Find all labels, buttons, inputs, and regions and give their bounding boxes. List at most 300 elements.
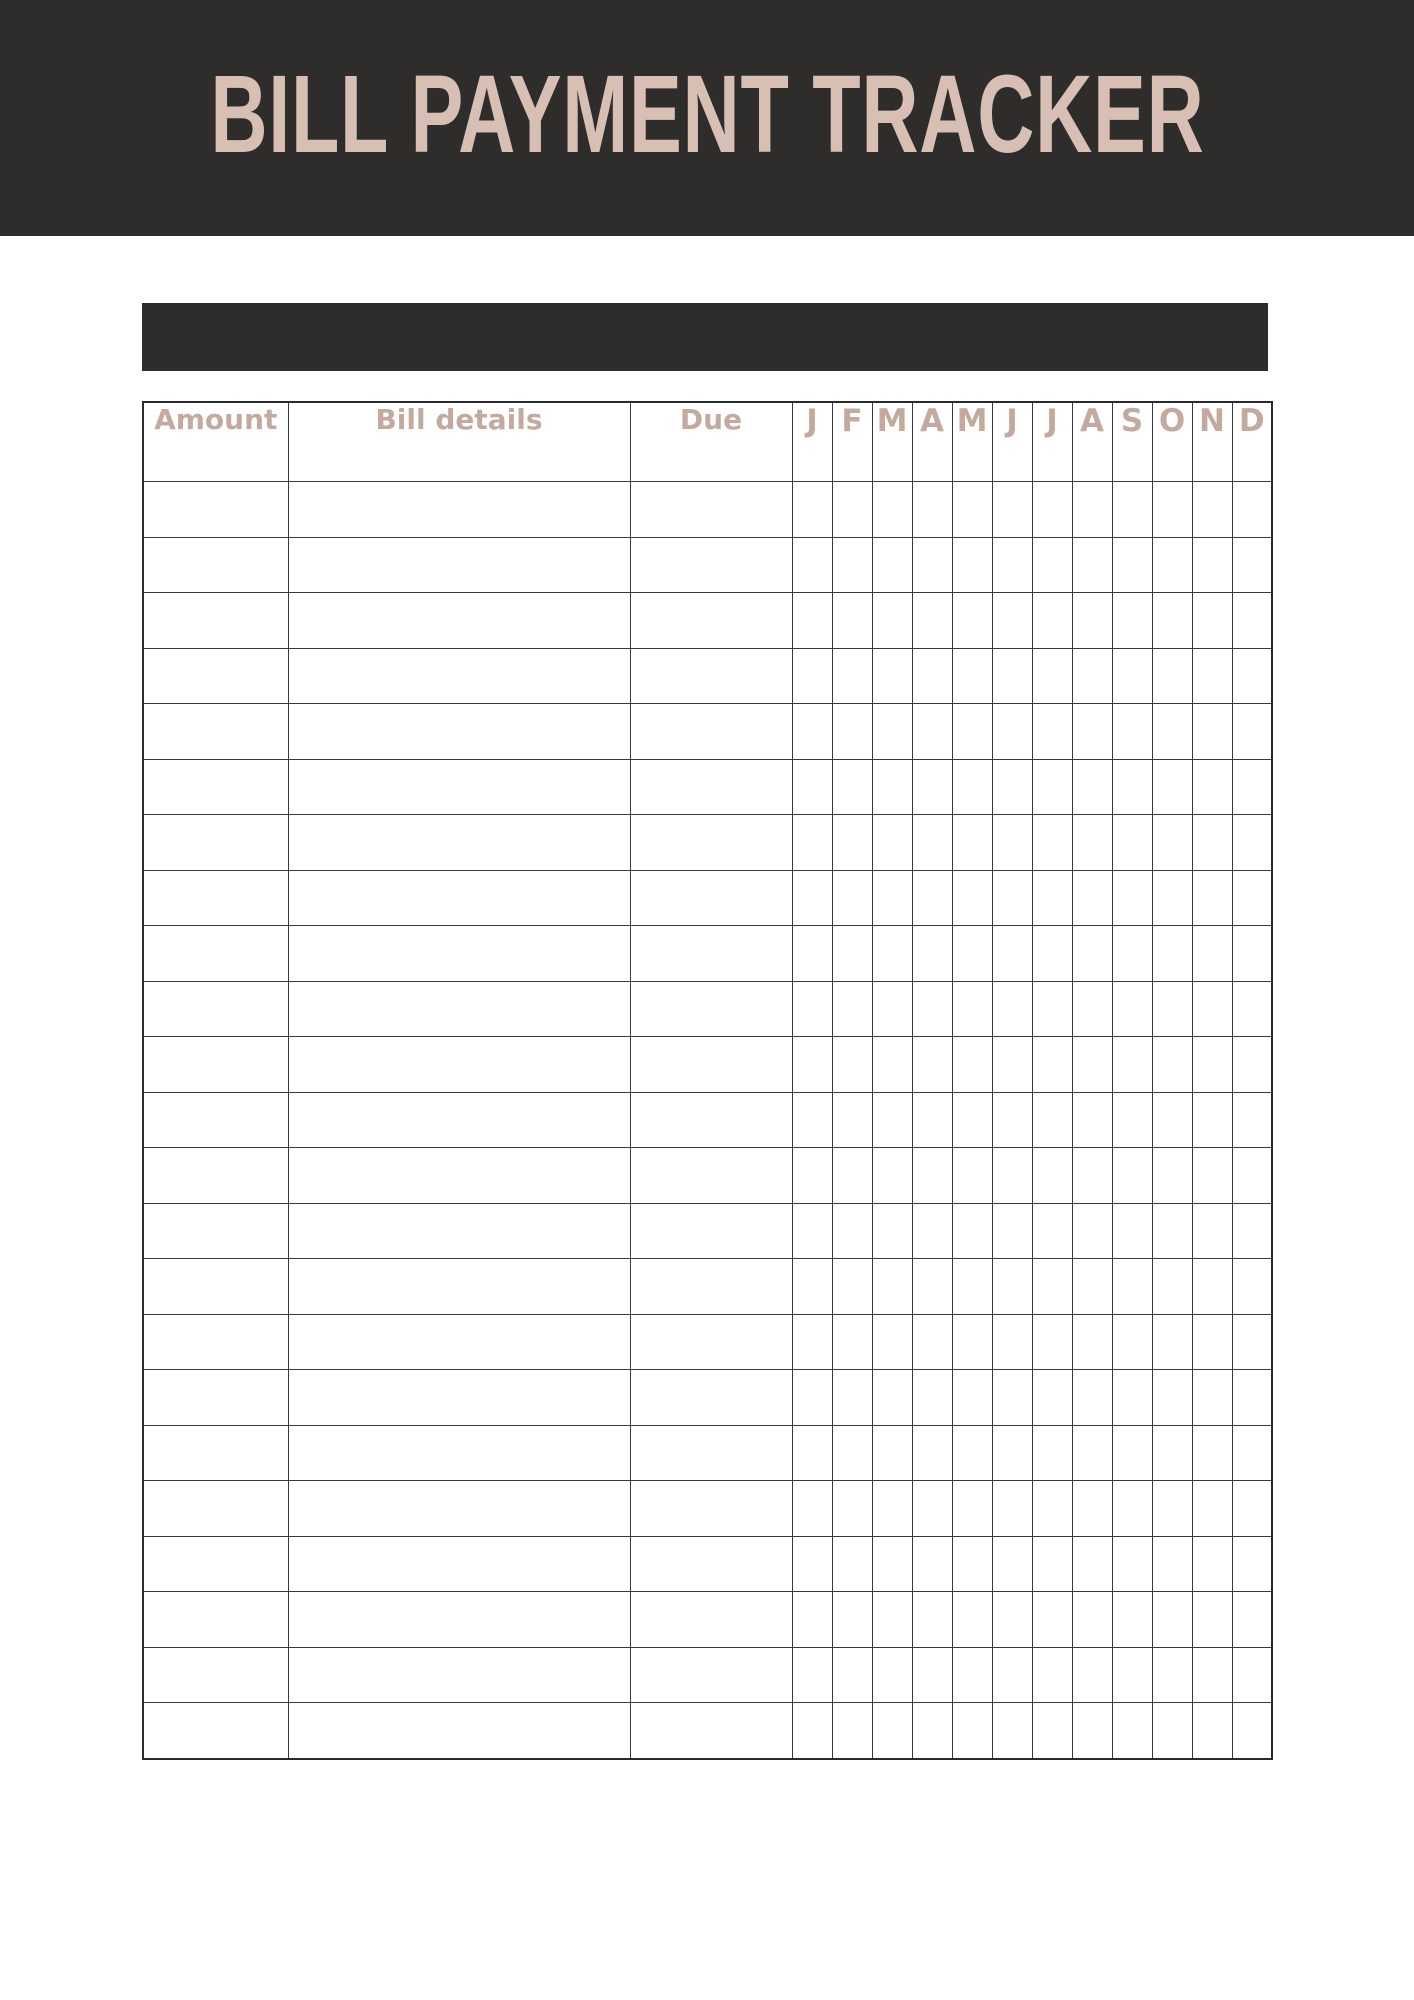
month-checkbox-oct[interactable] xyxy=(1152,1592,1192,1648)
month-checkbox-jun[interactable] xyxy=(992,1703,1032,1759)
month-checkbox-mar[interactable] xyxy=(872,981,912,1037)
amount-cell[interactable] xyxy=(143,1592,288,1648)
month-checkbox-nov[interactable] xyxy=(1192,1259,1232,1315)
month-checkbox-jan[interactable] xyxy=(792,1425,832,1481)
month-checkbox-nov[interactable] xyxy=(1192,1592,1232,1648)
month-checkbox-oct[interactable] xyxy=(1152,1314,1192,1370)
due-cell[interactable] xyxy=(630,537,792,593)
month-checkbox-aug[interactable] xyxy=(1072,1092,1112,1148)
month-checkbox-jun[interactable] xyxy=(992,926,1032,982)
month-checkbox-feb[interactable] xyxy=(832,1703,872,1759)
month-checkbox-mar[interactable] xyxy=(872,759,912,815)
month-checkbox-feb[interactable] xyxy=(832,537,872,593)
month-checkbox-aug[interactable] xyxy=(1072,1037,1112,1093)
month-checkbox-oct[interactable] xyxy=(1152,926,1192,982)
month-checkbox-sep[interactable] xyxy=(1112,1536,1152,1592)
month-checkbox-nov[interactable] xyxy=(1192,815,1232,871)
due-cell[interactable] xyxy=(630,1425,792,1481)
month-checkbox-jan[interactable] xyxy=(792,1370,832,1426)
month-checkbox-dec[interactable] xyxy=(1232,482,1272,538)
month-checkbox-jan[interactable] xyxy=(792,1647,832,1703)
month-checkbox-jun[interactable] xyxy=(992,1425,1032,1481)
month-checkbox-oct[interactable] xyxy=(1152,1370,1192,1426)
month-checkbox-feb[interactable] xyxy=(832,1481,872,1537)
month-checkbox-dec[interactable] xyxy=(1232,981,1272,1037)
month-checkbox-feb[interactable] xyxy=(832,815,872,871)
month-checkbox-jan[interactable] xyxy=(792,1037,832,1093)
month-checkbox-nov[interactable] xyxy=(1192,1148,1232,1204)
month-checkbox-jun[interactable] xyxy=(992,870,1032,926)
bill-details-cell[interactable] xyxy=(288,815,630,871)
month-checkbox-sep[interactable] xyxy=(1112,1481,1152,1537)
month-checkbox-sep[interactable] xyxy=(1112,981,1152,1037)
month-checkbox-feb[interactable] xyxy=(832,1536,872,1592)
month-checkbox-feb[interactable] xyxy=(832,482,872,538)
month-checkbox-sep[interactable] xyxy=(1112,537,1152,593)
month-checkbox-may[interactable] xyxy=(952,1425,992,1481)
amount-cell[interactable] xyxy=(143,759,288,815)
month-checkbox-jul[interactable] xyxy=(1032,981,1072,1037)
month-checkbox-apr[interactable] xyxy=(912,704,952,760)
month-checkbox-jan[interactable] xyxy=(792,926,832,982)
month-checkbox-oct[interactable] xyxy=(1152,1425,1192,1481)
month-checkbox-mar[interactable] xyxy=(872,1148,912,1204)
month-checkbox-jan[interactable] xyxy=(792,1203,832,1259)
month-checkbox-apr[interactable] xyxy=(912,593,952,649)
amount-cell[interactable] xyxy=(143,648,288,704)
due-cell[interactable] xyxy=(630,648,792,704)
month-checkbox-may[interactable] xyxy=(952,1647,992,1703)
month-checkbox-dec[interactable] xyxy=(1232,537,1272,593)
month-checkbox-dec[interactable] xyxy=(1232,593,1272,649)
month-checkbox-oct[interactable] xyxy=(1152,981,1192,1037)
month-checkbox-jan[interactable] xyxy=(792,593,832,649)
month-checkbox-aug[interactable] xyxy=(1072,759,1112,815)
due-cell[interactable] xyxy=(630,1703,792,1759)
amount-cell[interactable] xyxy=(143,1647,288,1703)
month-checkbox-feb[interactable] xyxy=(832,1370,872,1426)
due-cell[interactable] xyxy=(630,1203,792,1259)
due-cell[interactable] xyxy=(630,1259,792,1315)
due-cell[interactable] xyxy=(630,926,792,982)
month-checkbox-oct[interactable] xyxy=(1152,593,1192,649)
month-checkbox-sep[interactable] xyxy=(1112,870,1152,926)
bill-details-cell[interactable] xyxy=(288,593,630,649)
bill-details-cell[interactable] xyxy=(288,1148,630,1204)
month-checkbox-nov[interactable] xyxy=(1192,1481,1232,1537)
month-checkbox-jul[interactable] xyxy=(1032,815,1072,871)
month-checkbox-aug[interactable] xyxy=(1072,1647,1112,1703)
bill-details-cell[interactable] xyxy=(288,1647,630,1703)
amount-cell[interactable] xyxy=(143,926,288,982)
month-checkbox-apr[interactable] xyxy=(912,1647,952,1703)
month-checkbox-jan[interactable] xyxy=(792,482,832,538)
month-checkbox-mar[interactable] xyxy=(872,1481,912,1537)
amount-cell[interactable] xyxy=(143,1259,288,1315)
month-checkbox-sep[interactable] xyxy=(1112,1148,1152,1204)
bill-details-cell[interactable] xyxy=(288,1703,630,1759)
month-checkbox-jul[interactable] xyxy=(1032,1037,1072,1093)
month-checkbox-sep[interactable] xyxy=(1112,482,1152,538)
month-checkbox-jul[interactable] xyxy=(1032,1370,1072,1426)
month-checkbox-apr[interactable] xyxy=(912,482,952,538)
month-checkbox-sep[interactable] xyxy=(1112,1703,1152,1759)
month-checkbox-nov[interactable] xyxy=(1192,1703,1232,1759)
month-checkbox-sep[interactable] xyxy=(1112,704,1152,760)
amount-cell[interactable] xyxy=(143,1314,288,1370)
due-cell[interactable] xyxy=(630,482,792,538)
month-checkbox-dec[interactable] xyxy=(1232,1370,1272,1426)
month-checkbox-feb[interactable] xyxy=(832,1259,872,1315)
month-checkbox-aug[interactable] xyxy=(1072,1536,1112,1592)
month-checkbox-nov[interactable] xyxy=(1192,648,1232,704)
month-checkbox-aug[interactable] xyxy=(1072,1148,1112,1204)
month-checkbox-oct[interactable] xyxy=(1152,1203,1192,1259)
month-checkbox-sep[interactable] xyxy=(1112,815,1152,871)
month-checkbox-feb[interactable] xyxy=(832,759,872,815)
bill-details-cell[interactable] xyxy=(288,1259,630,1315)
month-checkbox-nov[interactable] xyxy=(1192,593,1232,649)
month-checkbox-jun[interactable] xyxy=(992,981,1032,1037)
month-checkbox-nov[interactable] xyxy=(1192,704,1232,760)
month-checkbox-jul[interactable] xyxy=(1032,1536,1072,1592)
month-checkbox-jun[interactable] xyxy=(992,1481,1032,1537)
amount-cell[interactable] xyxy=(143,1092,288,1148)
bill-details-cell[interactable] xyxy=(288,981,630,1037)
due-cell[interactable] xyxy=(630,1536,792,1592)
month-checkbox-may[interactable] xyxy=(952,759,992,815)
month-checkbox-dec[interactable] xyxy=(1232,648,1272,704)
month-checkbox-oct[interactable] xyxy=(1152,1092,1192,1148)
month-checkbox-may[interactable] xyxy=(952,1092,992,1148)
month-checkbox-feb[interactable] xyxy=(832,870,872,926)
month-checkbox-aug[interactable] xyxy=(1072,926,1112,982)
month-checkbox-jan[interactable] xyxy=(792,981,832,1037)
month-checkbox-jun[interactable] xyxy=(992,1370,1032,1426)
month-checkbox-mar[interactable] xyxy=(872,1703,912,1759)
month-checkbox-nov[interactable] xyxy=(1192,981,1232,1037)
month-checkbox-sep[interactable] xyxy=(1112,1647,1152,1703)
due-cell[interactable] xyxy=(630,1148,792,1204)
month-checkbox-dec[interactable] xyxy=(1232,1536,1272,1592)
month-checkbox-dec[interactable] xyxy=(1232,1148,1272,1204)
month-checkbox-feb[interactable] xyxy=(832,1037,872,1093)
month-checkbox-feb[interactable] xyxy=(832,1148,872,1204)
month-checkbox-may[interactable] xyxy=(952,815,992,871)
month-checkbox-mar[interactable] xyxy=(872,1592,912,1648)
month-checkbox-dec[interactable] xyxy=(1232,1259,1272,1315)
month-checkbox-jul[interactable] xyxy=(1032,1092,1072,1148)
month-checkbox-jul[interactable] xyxy=(1032,759,1072,815)
month-checkbox-aug[interactable] xyxy=(1072,870,1112,926)
due-cell[interactable] xyxy=(630,1647,792,1703)
due-cell[interactable] xyxy=(630,1314,792,1370)
month-checkbox-jun[interactable] xyxy=(992,1314,1032,1370)
month-checkbox-apr[interactable] xyxy=(912,537,952,593)
month-checkbox-jul[interactable] xyxy=(1032,482,1072,538)
bill-details-cell[interactable] xyxy=(288,1425,630,1481)
month-checkbox-dec[interactable] xyxy=(1232,1314,1272,1370)
amount-cell[interactable] xyxy=(143,870,288,926)
month-checkbox-may[interactable] xyxy=(952,870,992,926)
month-checkbox-jan[interactable] xyxy=(792,648,832,704)
month-checkbox-apr[interactable] xyxy=(912,815,952,871)
month-checkbox-jan[interactable] xyxy=(792,1703,832,1759)
bill-details-cell[interactable] xyxy=(288,1092,630,1148)
month-checkbox-apr[interactable] xyxy=(912,648,952,704)
month-checkbox-sep[interactable] xyxy=(1112,1259,1152,1315)
month-checkbox-jul[interactable] xyxy=(1032,1592,1072,1648)
due-cell[interactable] xyxy=(630,1037,792,1093)
month-checkbox-aug[interactable] xyxy=(1072,1481,1112,1537)
month-checkbox-aug[interactable] xyxy=(1072,1703,1112,1759)
month-checkbox-oct[interactable] xyxy=(1152,537,1192,593)
due-cell[interactable] xyxy=(630,1592,792,1648)
month-checkbox-dec[interactable] xyxy=(1232,815,1272,871)
month-checkbox-oct[interactable] xyxy=(1152,1647,1192,1703)
month-checkbox-nov[interactable] xyxy=(1192,1647,1232,1703)
due-cell[interactable] xyxy=(630,981,792,1037)
month-checkbox-dec[interactable] xyxy=(1232,926,1272,982)
month-checkbox-jan[interactable] xyxy=(792,1148,832,1204)
month-checkbox-jun[interactable] xyxy=(992,648,1032,704)
amount-cell[interactable] xyxy=(143,1536,288,1592)
amount-cell[interactable] xyxy=(143,1703,288,1759)
month-checkbox-nov[interactable] xyxy=(1192,759,1232,815)
month-checkbox-mar[interactable] xyxy=(872,1037,912,1093)
month-checkbox-apr[interactable] xyxy=(912,1203,952,1259)
month-checkbox-mar[interactable] xyxy=(872,648,912,704)
month-checkbox-dec[interactable] xyxy=(1232,1592,1272,1648)
month-checkbox-jun[interactable] xyxy=(992,759,1032,815)
month-checkbox-feb[interactable] xyxy=(832,593,872,649)
month-checkbox-oct[interactable] xyxy=(1152,1536,1192,1592)
month-checkbox-may[interactable] xyxy=(952,1203,992,1259)
month-checkbox-sep[interactable] xyxy=(1112,648,1152,704)
month-checkbox-jan[interactable] xyxy=(792,1536,832,1592)
month-checkbox-jul[interactable] xyxy=(1032,926,1072,982)
month-checkbox-feb[interactable] xyxy=(832,1647,872,1703)
month-checkbox-feb[interactable] xyxy=(832,704,872,760)
month-checkbox-may[interactable] xyxy=(952,981,992,1037)
month-checkbox-jul[interactable] xyxy=(1032,1314,1072,1370)
month-checkbox-sep[interactable] xyxy=(1112,759,1152,815)
month-checkbox-jul[interactable] xyxy=(1032,1203,1072,1259)
month-checkbox-jun[interactable] xyxy=(992,1092,1032,1148)
month-checkbox-may[interactable] xyxy=(952,926,992,982)
month-checkbox-nov[interactable] xyxy=(1192,1314,1232,1370)
month-checkbox-apr[interactable] xyxy=(912,759,952,815)
month-checkbox-jun[interactable] xyxy=(992,482,1032,538)
month-checkbox-dec[interactable] xyxy=(1232,1481,1272,1537)
amount-cell[interactable] xyxy=(143,1037,288,1093)
month-checkbox-feb[interactable] xyxy=(832,1425,872,1481)
month-checkbox-oct[interactable] xyxy=(1152,648,1192,704)
month-checkbox-mar[interactable] xyxy=(872,1092,912,1148)
bill-details-cell[interactable] xyxy=(288,1314,630,1370)
month-checkbox-oct[interactable] xyxy=(1152,704,1192,760)
month-checkbox-mar[interactable] xyxy=(872,815,912,871)
month-checkbox-sep[interactable] xyxy=(1112,1592,1152,1648)
month-checkbox-jul[interactable] xyxy=(1032,1259,1072,1315)
month-checkbox-aug[interactable] xyxy=(1072,593,1112,649)
month-checkbox-apr[interactable] xyxy=(912,1259,952,1315)
month-checkbox-sep[interactable] xyxy=(1112,926,1152,982)
month-checkbox-aug[interactable] xyxy=(1072,1203,1112,1259)
month-checkbox-may[interactable] xyxy=(952,1259,992,1315)
month-checkbox-mar[interactable] xyxy=(872,870,912,926)
month-checkbox-sep[interactable] xyxy=(1112,1425,1152,1481)
month-checkbox-jan[interactable] xyxy=(792,537,832,593)
month-checkbox-may[interactable] xyxy=(952,1370,992,1426)
month-checkbox-mar[interactable] xyxy=(872,1203,912,1259)
month-checkbox-nov[interactable] xyxy=(1192,1203,1232,1259)
month-checkbox-dec[interactable] xyxy=(1232,1703,1272,1759)
month-checkbox-jun[interactable] xyxy=(992,593,1032,649)
month-checkbox-apr[interactable] xyxy=(912,1703,952,1759)
month-checkbox-oct[interactable] xyxy=(1152,870,1192,926)
month-checkbox-aug[interactable] xyxy=(1072,1425,1112,1481)
month-checkbox-aug[interactable] xyxy=(1072,648,1112,704)
month-checkbox-oct[interactable] xyxy=(1152,1148,1192,1204)
due-cell[interactable] xyxy=(630,1481,792,1537)
month-checkbox-dec[interactable] xyxy=(1232,1092,1272,1148)
month-checkbox-jun[interactable] xyxy=(992,537,1032,593)
month-checkbox-oct[interactable] xyxy=(1152,815,1192,871)
month-checkbox-nov[interactable] xyxy=(1192,870,1232,926)
amount-cell[interactable] xyxy=(143,537,288,593)
month-checkbox-sep[interactable] xyxy=(1112,1037,1152,1093)
amount-cell[interactable] xyxy=(143,1203,288,1259)
bill-details-cell[interactable] xyxy=(288,1592,630,1648)
amount-cell[interactable] xyxy=(143,1148,288,1204)
month-checkbox-sep[interactable] xyxy=(1112,1203,1152,1259)
due-cell[interactable] xyxy=(630,815,792,871)
month-checkbox-may[interactable] xyxy=(952,648,992,704)
month-checkbox-dec[interactable] xyxy=(1232,1647,1272,1703)
amount-cell[interactable] xyxy=(143,1481,288,1537)
month-checkbox-sep[interactable] xyxy=(1112,1370,1152,1426)
month-checkbox-jan[interactable] xyxy=(792,1481,832,1537)
month-checkbox-jul[interactable] xyxy=(1032,1647,1072,1703)
month-checkbox-apr[interactable] xyxy=(912,1314,952,1370)
month-checkbox-nov[interactable] xyxy=(1192,1425,1232,1481)
amount-cell[interactable] xyxy=(143,704,288,760)
month-checkbox-dec[interactable] xyxy=(1232,1203,1272,1259)
month-checkbox-sep[interactable] xyxy=(1112,593,1152,649)
amount-cell[interactable] xyxy=(143,1370,288,1426)
month-checkbox-apr[interactable] xyxy=(912,1481,952,1537)
month-checkbox-oct[interactable] xyxy=(1152,1481,1192,1537)
month-checkbox-may[interactable] xyxy=(952,537,992,593)
month-checkbox-feb[interactable] xyxy=(832,981,872,1037)
month-checkbox-jan[interactable] xyxy=(792,759,832,815)
month-checkbox-aug[interactable] xyxy=(1072,537,1112,593)
bill-details-cell[interactable] xyxy=(288,1481,630,1537)
bill-details-cell[interactable] xyxy=(288,759,630,815)
amount-cell[interactable] xyxy=(143,482,288,538)
bill-details-cell[interactable] xyxy=(288,704,630,760)
month-checkbox-may[interactable] xyxy=(952,482,992,538)
month-checkbox-mar[interactable] xyxy=(872,593,912,649)
due-cell[interactable] xyxy=(630,1092,792,1148)
month-checkbox-feb[interactable] xyxy=(832,1592,872,1648)
month-checkbox-dec[interactable] xyxy=(1232,870,1272,926)
month-checkbox-dec[interactable] xyxy=(1232,704,1272,760)
month-checkbox-nov[interactable] xyxy=(1192,1092,1232,1148)
bill-details-cell[interactable] xyxy=(288,870,630,926)
month-checkbox-dec[interactable] xyxy=(1232,1037,1272,1093)
month-checkbox-jan[interactable] xyxy=(792,1259,832,1315)
month-checkbox-mar[interactable] xyxy=(872,1425,912,1481)
month-checkbox-jun[interactable] xyxy=(992,1592,1032,1648)
month-checkbox-jun[interactable] xyxy=(992,1148,1032,1204)
bill-details-cell[interactable] xyxy=(288,1536,630,1592)
month-checkbox-nov[interactable] xyxy=(1192,1037,1232,1093)
month-checkbox-jun[interactable] xyxy=(992,1037,1032,1093)
bill-details-cell[interactable] xyxy=(288,648,630,704)
month-checkbox-apr[interactable] xyxy=(912,1536,952,1592)
month-checkbox-mar[interactable] xyxy=(872,1370,912,1426)
bill-details-cell[interactable] xyxy=(288,1037,630,1093)
month-checkbox-oct[interactable] xyxy=(1152,1703,1192,1759)
month-checkbox-dec[interactable] xyxy=(1232,1425,1272,1481)
month-checkbox-sep[interactable] xyxy=(1112,1092,1152,1148)
month-checkbox-aug[interactable] xyxy=(1072,981,1112,1037)
month-checkbox-oct[interactable] xyxy=(1152,1037,1192,1093)
month-checkbox-mar[interactable] xyxy=(872,926,912,982)
bill-details-cell[interactable] xyxy=(288,1203,630,1259)
month-checkbox-may[interactable] xyxy=(952,1703,992,1759)
month-checkbox-nov[interactable] xyxy=(1192,1536,1232,1592)
month-checkbox-jul[interactable] xyxy=(1032,1425,1072,1481)
month-checkbox-nov[interactable] xyxy=(1192,926,1232,982)
month-checkbox-aug[interactable] xyxy=(1072,704,1112,760)
month-checkbox-may[interactable] xyxy=(952,704,992,760)
month-checkbox-oct[interactable] xyxy=(1152,482,1192,538)
month-checkbox-jul[interactable] xyxy=(1032,1148,1072,1204)
due-cell[interactable] xyxy=(630,759,792,815)
month-checkbox-apr[interactable] xyxy=(912,926,952,982)
month-checkbox-apr[interactable] xyxy=(912,1148,952,1204)
month-checkbox-nov[interactable] xyxy=(1192,482,1232,538)
due-cell[interactable] xyxy=(630,593,792,649)
month-checkbox-jan[interactable] xyxy=(792,704,832,760)
month-checkbox-may[interactable] xyxy=(952,1314,992,1370)
month-checkbox-jan[interactable] xyxy=(792,1592,832,1648)
month-checkbox-mar[interactable] xyxy=(872,537,912,593)
month-checkbox-mar[interactable] xyxy=(872,1314,912,1370)
month-checkbox-jan[interactable] xyxy=(792,1314,832,1370)
bill-details-cell[interactable] xyxy=(288,537,630,593)
month-checkbox-feb[interactable] xyxy=(832,1203,872,1259)
month-checkbox-mar[interactable] xyxy=(872,1536,912,1592)
month-checkbox-jan[interactable] xyxy=(792,870,832,926)
due-cell[interactable] xyxy=(630,704,792,760)
month-checkbox-mar[interactable] xyxy=(872,1647,912,1703)
month-checkbox-mar[interactable] xyxy=(872,1259,912,1315)
month-checkbox-feb[interactable] xyxy=(832,1314,872,1370)
month-checkbox-aug[interactable] xyxy=(1072,482,1112,538)
month-checkbox-jan[interactable] xyxy=(792,1092,832,1148)
month-checkbox-jul[interactable] xyxy=(1032,593,1072,649)
month-checkbox-feb[interactable] xyxy=(832,926,872,982)
month-checkbox-may[interactable] xyxy=(952,1148,992,1204)
amount-cell[interactable] xyxy=(143,593,288,649)
month-checkbox-apr[interactable] xyxy=(912,1592,952,1648)
due-cell[interactable] xyxy=(630,1370,792,1426)
month-checkbox-aug[interactable] xyxy=(1072,1314,1112,1370)
